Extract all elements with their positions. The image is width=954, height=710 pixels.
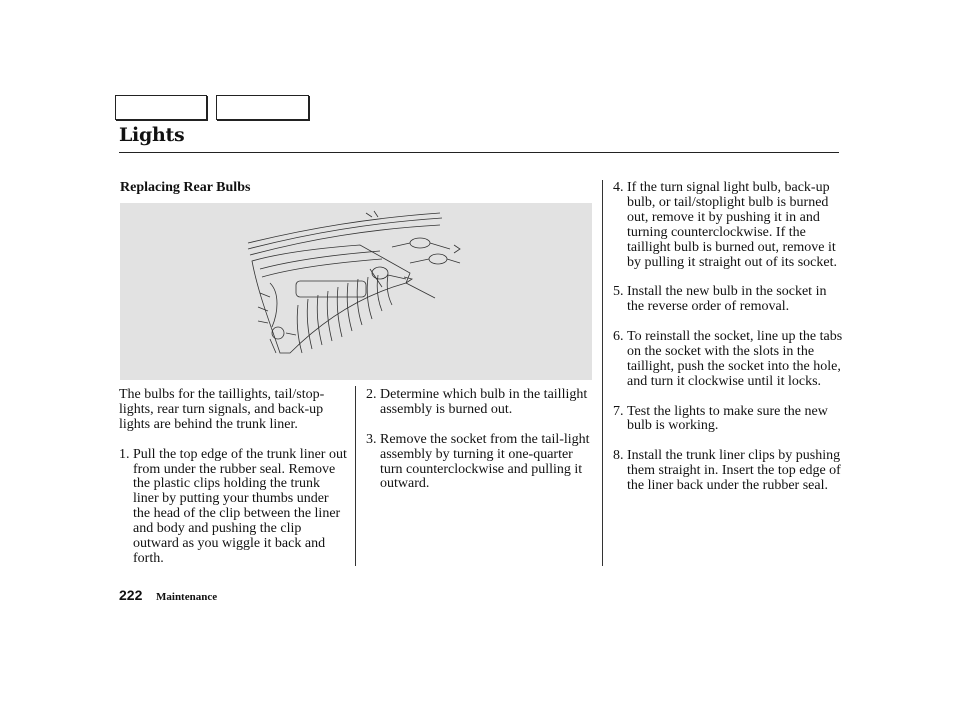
step-number: 5. [613,284,624,300]
column-divider-1 [355,386,356,566]
intro-paragraph: The bulbs for the taillights, tail/stop-lights, rear turn signals, and back-up lights are behind the trunk liner. [119,387,325,432]
column-2 [366,388,594,507]
trunk-liner-illustration [120,203,592,380]
column-3 [613,181,843,509]
section-heading: Replacing Rear Bulbs [120,180,251,195]
step-item [613,449,843,494]
step-text: Install the trunk liner clips by pushing them straight in. Insert the top edge of the liner back under the rubber seal. [627,448,841,494]
step-item [613,181,843,270]
column-divider-2 [602,180,603,566]
step-item [366,433,594,493]
step-number: 1. [119,446,130,462]
header-tab-box-left [115,95,207,120]
step-text: If the turn signal light bulb, back-up bulb, or tail/stoplight bulb is burned out, remove it by pushing it in and turning counterclockwise. If the taillight bulb is burned out, remove it by pulling it straight out of its socket. [627,180,837,270]
section-name: Maintenance [156,591,218,603]
step-number: 2. [366,387,377,402]
column-1 [119,388,347,582]
step-number: 8. [613,448,624,464]
step-text: Determine which bulb in the taillight assembly is burned out. [380,387,588,417]
step-number: 7. [613,403,624,419]
header-tab-box-right [216,95,309,120]
step-item [119,448,347,567]
page-title: Lights [119,124,185,146]
title-rule [119,152,839,153]
step-text: Pull the top edge of the trunk liner out from under the rubber seal. Remove the plastic clips holding the trunk liner by putting your thumbs under the head of the clip between the liner and body and pushing the clip outward as you wiggle it back and forth. [133,446,347,566]
step-item [613,405,843,435]
step-item [613,285,843,315]
step-item [366,388,594,418]
step-text: To reinstall the socket, line up the tabs on the socket with the slots in the taillight, push the socket into the hole, and turn it clockwise until it locks. [627,329,843,389]
step-number: 4. [613,180,624,195]
trunk-liner-taillight-illustration-icon [120,203,592,380]
step-text: Remove the socket from the tail-light assembly by turning it one-quarter turn counterclockwise and pulling it outward. [380,431,590,492]
step-number: 3. [366,431,377,447]
page-number: 222 [119,587,143,603]
step-text: Install the new bulb in the socket in the reverse order of removal. [627,284,827,315]
step-text: Test the lights to make sure the new bulb is working. [627,403,828,434]
step-item [613,330,843,390]
step-number: 6. [613,329,624,345]
